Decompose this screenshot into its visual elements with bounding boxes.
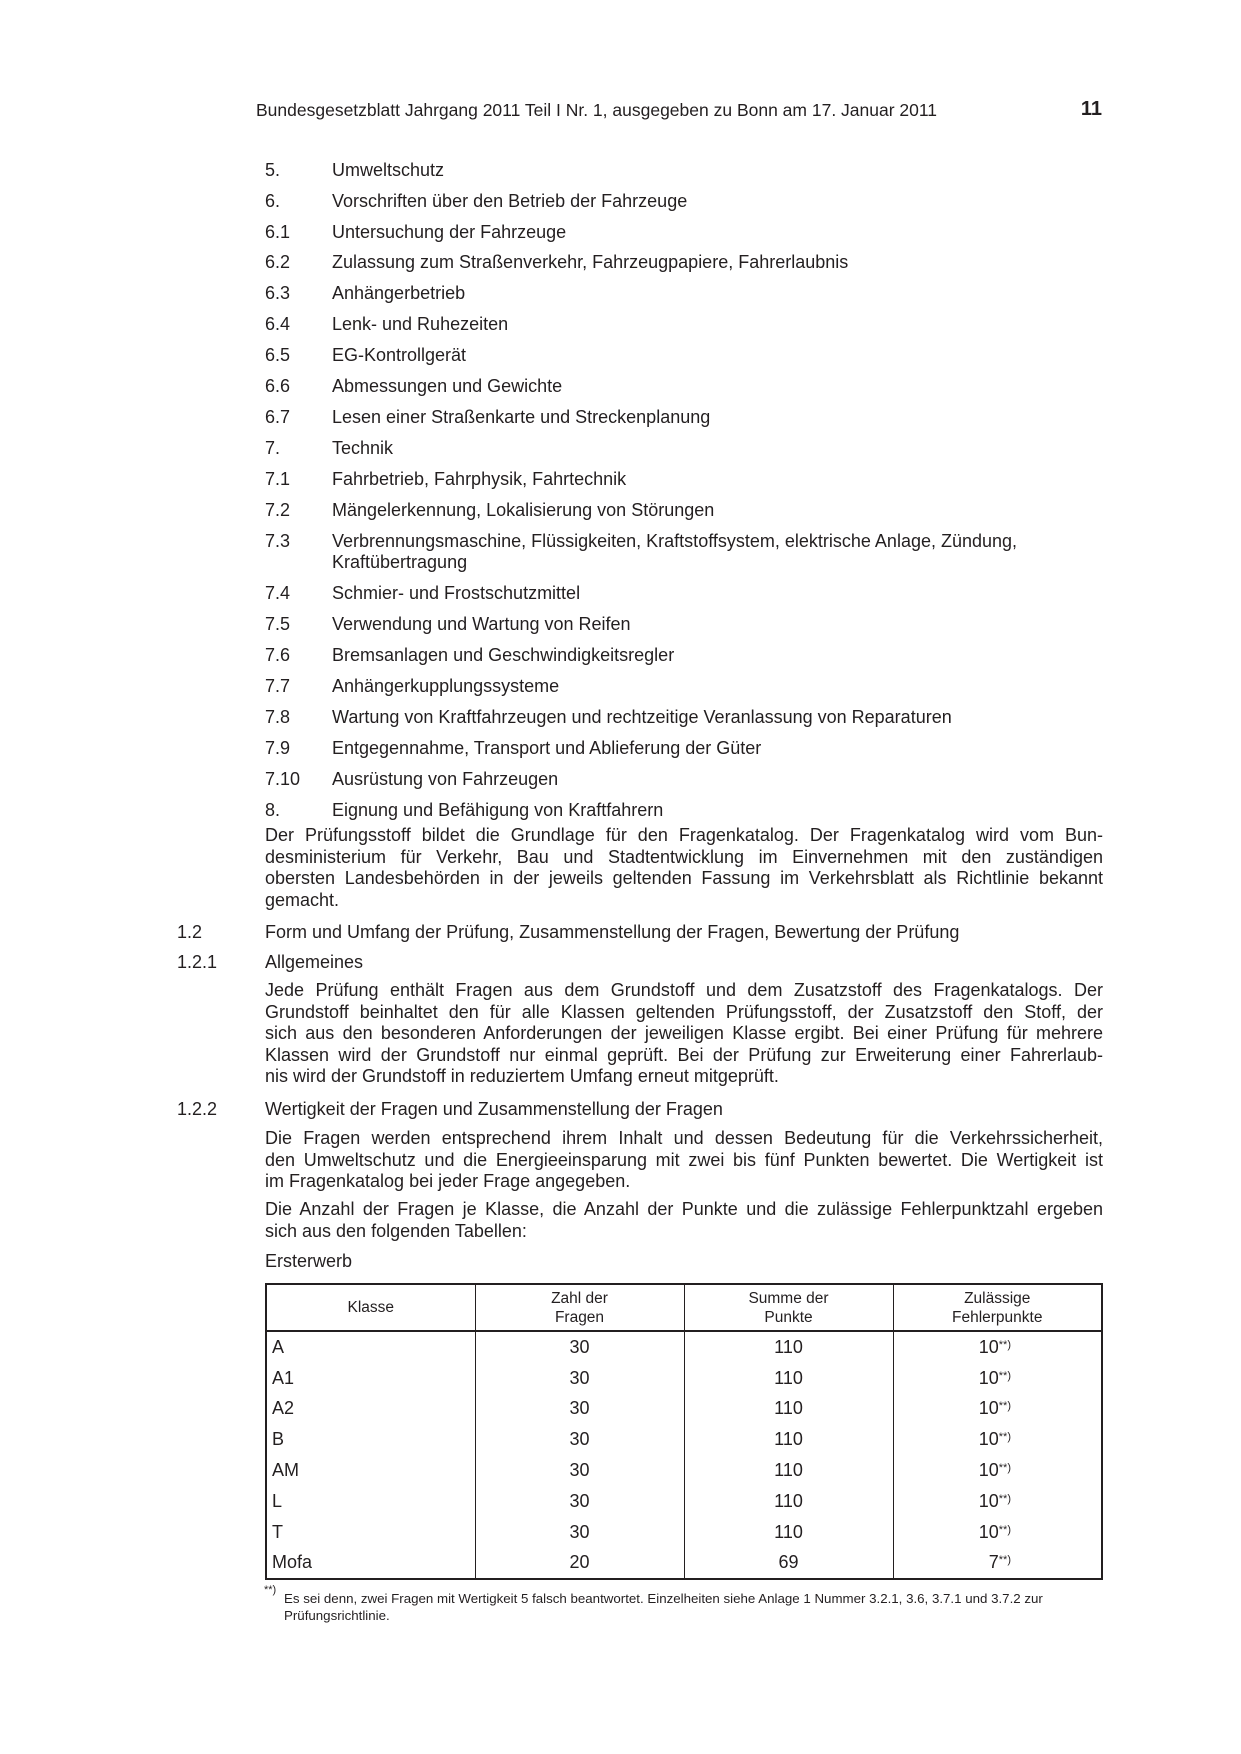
footnote-ref: **) bbox=[998, 1431, 1011, 1444]
gazette-title: Bundesgesetzblatt Jahrgang 2011 Teil I Nr. 1, ausgegeben zu Bonn am 17. Januar 2011 bbox=[256, 100, 938, 120]
list-item-text: Verwendung und Wartung von Reifen bbox=[332, 614, 631, 634]
cell-punkte: 110 bbox=[684, 1455, 893, 1486]
list-item-number: 6.1 bbox=[265, 222, 291, 242]
cell-klasse: T bbox=[266, 1517, 475, 1548]
section-number: 1.2 bbox=[177, 922, 203, 942]
table-row bbox=[266, 1363, 1102, 1394]
paragraph-line: sich aus den folgenden Tabellen: bbox=[265, 1220, 527, 1241]
list-item-number: 7.4 bbox=[265, 583, 291, 603]
paragraph-pruefungsstoff bbox=[265, 825, 1103, 911]
cell-klasse: Mofa bbox=[266, 1548, 475, 1580]
page-number: 11 bbox=[1080, 98, 1102, 120]
paragraph-line: Klassen wird der Grundstoff nur einmal geprüft. Bei der Prüfung zur Erweiterung einer Fahrerlaub- bbox=[265, 1044, 1103, 1065]
section-number: 1.2.1 bbox=[177, 952, 218, 972]
paragraph-line: Die Fragen werden entsprechend ihrem Inhalt und dessen Bedeutung für die Verkehrssicherheit, bbox=[265, 1128, 1103, 1148]
table-body bbox=[266, 1331, 1102, 1579]
paragraph-line: im Fragenkatalog bei jeder Frage angegeben. bbox=[265, 1171, 631, 1191]
cell-fragen: 30 bbox=[475, 1424, 684, 1455]
header-summe-der-punkte: Summe der Punkte bbox=[684, 1284, 893, 1331]
table-row bbox=[266, 1486, 1102, 1517]
cell-fehlerpunkte: 10**) bbox=[893, 1486, 1102, 1517]
list-item-number: 5. bbox=[265, 160, 281, 180]
list-item-text: Anhängerkupplungssysteme bbox=[332, 676, 560, 696]
list-item-text: Eignung und Befähigung von Kraftfahrern bbox=[332, 800, 664, 820]
cell-klasse: B bbox=[266, 1424, 475, 1455]
footnote-ref: **) bbox=[998, 1492, 1011, 1505]
paragraph-line: obersten Landesbehörden in der jeweils geltenden Fassung im Verkehrsblatt als Richtlinie bekannt bbox=[265, 868, 1103, 888]
table-header-row bbox=[266, 1284, 1102, 1331]
list-item-number: 7.5 bbox=[265, 614, 291, 634]
cell-fehlerpunkte: 10**) bbox=[893, 1424, 1102, 1455]
cell-fehlerpunkte: 10**) bbox=[893, 1517, 1102, 1548]
paragraph-anzahl bbox=[265, 1199, 1103, 1242]
paragraph-line: Die Anzahl der Fragen je Klasse, die Anzahl der Punkte und die zulässige Fehlerpunktzahl ergeben bbox=[265, 1199, 1103, 1219]
section-title: Allgemeines bbox=[265, 952, 364, 972]
cell-fragen: 30 bbox=[475, 1363, 684, 1394]
footnote-ref: **) bbox=[998, 1554, 1011, 1567]
cell-klasse: L bbox=[266, 1486, 475, 1517]
list-item-text: Technik bbox=[332, 438, 394, 458]
footnote-ref: **) bbox=[998, 1523, 1011, 1536]
paragraph-line: Jede Prüfung enthält Fragen aus dem Grundstoff und dem Zusatzstoff des Fragenkatalogs. Der bbox=[265, 980, 1103, 1000]
paragraph-line: Der Prüfungsstoff bildet die Grundlage für den Fragenkatalog. Der Fragenkatalog wird vom Bun- bbox=[265, 825, 1103, 845]
cell-fragen: 30 bbox=[475, 1486, 684, 1517]
list-item-number: 6.6 bbox=[265, 376, 291, 396]
list-item-text: Wartung von Kraftfahrzeugen und rechtzeitige Veranlassung von Reparaturen bbox=[332, 707, 952, 727]
paragraph-line: gemacht. bbox=[265, 889, 340, 910]
list-item-number: 7.7 bbox=[265, 676, 291, 696]
list-item-text: Bremsanlagen und Geschwindigkeitsregler bbox=[332, 645, 675, 665]
list-item-text: Schmier- und Frostschutzmittel bbox=[332, 583, 581, 603]
paragraph-wertigkeit bbox=[265, 1128, 1103, 1193]
list-item-text: Ausrüstung von Fahrzeugen bbox=[332, 769, 559, 789]
list-item-text: Mängelerkennung, Lokalisierung von Störungen bbox=[332, 500, 715, 520]
section-number: 1.2.2 bbox=[177, 1099, 218, 1119]
table-row bbox=[266, 1424, 1102, 1455]
list-item-number: 7.10 bbox=[265, 769, 301, 789]
cell-punkte: 69 bbox=[684, 1548, 893, 1580]
list-item-number: 6.3 bbox=[265, 283, 291, 303]
paragraph-line: Grundstoff beinhaltet den für alle Klassen geltenden Prüfungsstoff, der Zusatzstoff den Stoff, der bbox=[265, 1001, 1103, 1022]
list-item-number: 7.3 bbox=[265, 531, 291, 551]
cell-punkte: 110 bbox=[684, 1394, 893, 1425]
list-item-number: 6.4 bbox=[265, 314, 291, 334]
paragraph-line: den Umweltschutz und die Energieeinsparung mit zwei bis fünf Punkten bewertet. Die Wertigkeit ist bbox=[265, 1149, 1103, 1170]
footnote-text: Es sei denn, zwei Fragen mit Wertigkeit 5 falsch beantwortet. Einzelheiten siehe Anlage 1 Nummer 3.2.1, 3.6, 3.7.1 und 3.7.2 zur Prüfungsrichtlinie. bbox=[284, 1591, 1043, 1623]
list-item-number: 8. bbox=[265, 800, 281, 820]
list-item-text: Anhängerbetrieb bbox=[332, 283, 466, 303]
cell-klasse: A2 bbox=[266, 1394, 475, 1425]
cell-fehlerpunkte: 10**) bbox=[893, 1331, 1102, 1363]
list-item-text: Vorschriften über den Betrieb der Fahrzeuge bbox=[332, 191, 688, 211]
cell-fragen: 30 bbox=[475, 1455, 684, 1486]
cell-fehlerpunkte: 10**) bbox=[893, 1394, 1102, 1425]
cell-fehlerpunkte: 10**) bbox=[893, 1363, 1102, 1394]
list-item-number: 7.8 bbox=[265, 707, 291, 727]
cell-fragen: 30 bbox=[475, 1517, 684, 1548]
section-title: Form und Umfang der Prüfung, Zusammenstellung der Fragen, Bewertung der Prüfung bbox=[265, 922, 960, 942]
list-item-number: 6. bbox=[265, 191, 281, 211]
page-header bbox=[256, 100, 1102, 126]
table-row bbox=[266, 1517, 1102, 1548]
cell-fehlerpunkte: 7**) bbox=[893, 1548, 1102, 1580]
table-row bbox=[266, 1394, 1102, 1425]
list-item-text: Abmessungen und Gewichte bbox=[332, 376, 563, 396]
list-item-text: Zulassung zum Straßenverkehr, Fahrzeugpapiere, Fahrerlaubnis bbox=[332, 252, 849, 272]
table-row bbox=[266, 1331, 1102, 1363]
cell-punkte: 110 bbox=[684, 1331, 893, 1363]
list-item-text: Umweltschutz bbox=[332, 160, 445, 180]
list-item-number: 7.9 bbox=[265, 738, 291, 758]
header-klasse: Klasse bbox=[266, 1284, 475, 1331]
header-zulaessige-fehlerpunkte: Zulässige Fehlerpunkte bbox=[893, 1284, 1102, 1331]
cell-punkte: 110 bbox=[684, 1517, 893, 1548]
cell-fehlerpunkte: 10**) bbox=[893, 1455, 1102, 1486]
list-item-text: Lesen einer Straßenkarte und Streckenplanung bbox=[332, 407, 711, 427]
list-item-number: 6.5 bbox=[265, 345, 291, 365]
footnote-ref: **) bbox=[998, 1338, 1011, 1351]
header-zahl-der-fragen: Zahl der Fragen bbox=[475, 1284, 684, 1331]
list-item-text: Verbrennungsmaschine, Flüssigkeiten, Kraftstoffsystem, elektrische Anlage, Zündung, Kraftübertragung bbox=[332, 531, 1018, 572]
footnote-ref: **) bbox=[998, 1400, 1011, 1413]
list-item-number: 6.2 bbox=[265, 252, 291, 272]
cell-klasse: AM bbox=[266, 1455, 475, 1486]
cell-fragen: 30 bbox=[475, 1394, 684, 1425]
footnote-ref: **) bbox=[998, 1462, 1011, 1475]
cell-klasse: A1 bbox=[266, 1363, 475, 1394]
list-item-number: 7.2 bbox=[265, 500, 291, 520]
list-item-text: Lenk- und Ruhezeiten bbox=[332, 314, 509, 334]
footnote-ref: **) bbox=[998, 1369, 1011, 1382]
list-item-text: EG-Kontrollgerät bbox=[332, 345, 467, 365]
table-row bbox=[266, 1455, 1102, 1486]
cell-punkte: 110 bbox=[684, 1486, 893, 1517]
list-item-number: 7.6 bbox=[265, 645, 291, 665]
paragraph-line: desministerium für Verkehr, Bau und Stadtentwicklung im Einvernehmen mit den zuständigen bbox=[265, 846, 1103, 867]
list-item-number: 7.1 bbox=[265, 469, 291, 489]
cell-punkte: 110 bbox=[684, 1363, 893, 1394]
section-title: Wertigkeit der Fragen und Zusammenstellung der Fragen bbox=[265, 1099, 723, 1119]
cell-klasse: A bbox=[266, 1331, 475, 1363]
paragraph-line: nis wird der Grundstoff in reduziertem Umfang erneut mitgeprüft. bbox=[265, 1066, 779, 1086]
list-item-number: 6.7 bbox=[265, 407, 291, 427]
list-item-text: Fahrbetrieb, Fahrphysik, Fahrtechnik bbox=[332, 469, 627, 489]
paragraph-allgemeines bbox=[265, 980, 1103, 1088]
list-item-number: 7. bbox=[265, 438, 281, 458]
table-row bbox=[266, 1548, 1102, 1580]
list-item-text: Untersuchung der Fahrzeuge bbox=[332, 222, 567, 242]
paragraph-line: sich aus den besonderen Anforderungen der jeweiligen Klasse ergibt. Bei einer Prüfung für mehrere bbox=[265, 1023, 1103, 1043]
cell-fragen: 20 bbox=[475, 1548, 684, 1580]
table-caption: Ersterwerb bbox=[265, 1251, 353, 1271]
cell-punkte: 110 bbox=[684, 1424, 893, 1455]
cell-fragen: 30 bbox=[475, 1331, 684, 1363]
list-item-text: Entgegennahme, Transport und Ablieferung der Güter bbox=[332, 738, 762, 758]
ersterwerb-table bbox=[265, 1283, 1103, 1580]
